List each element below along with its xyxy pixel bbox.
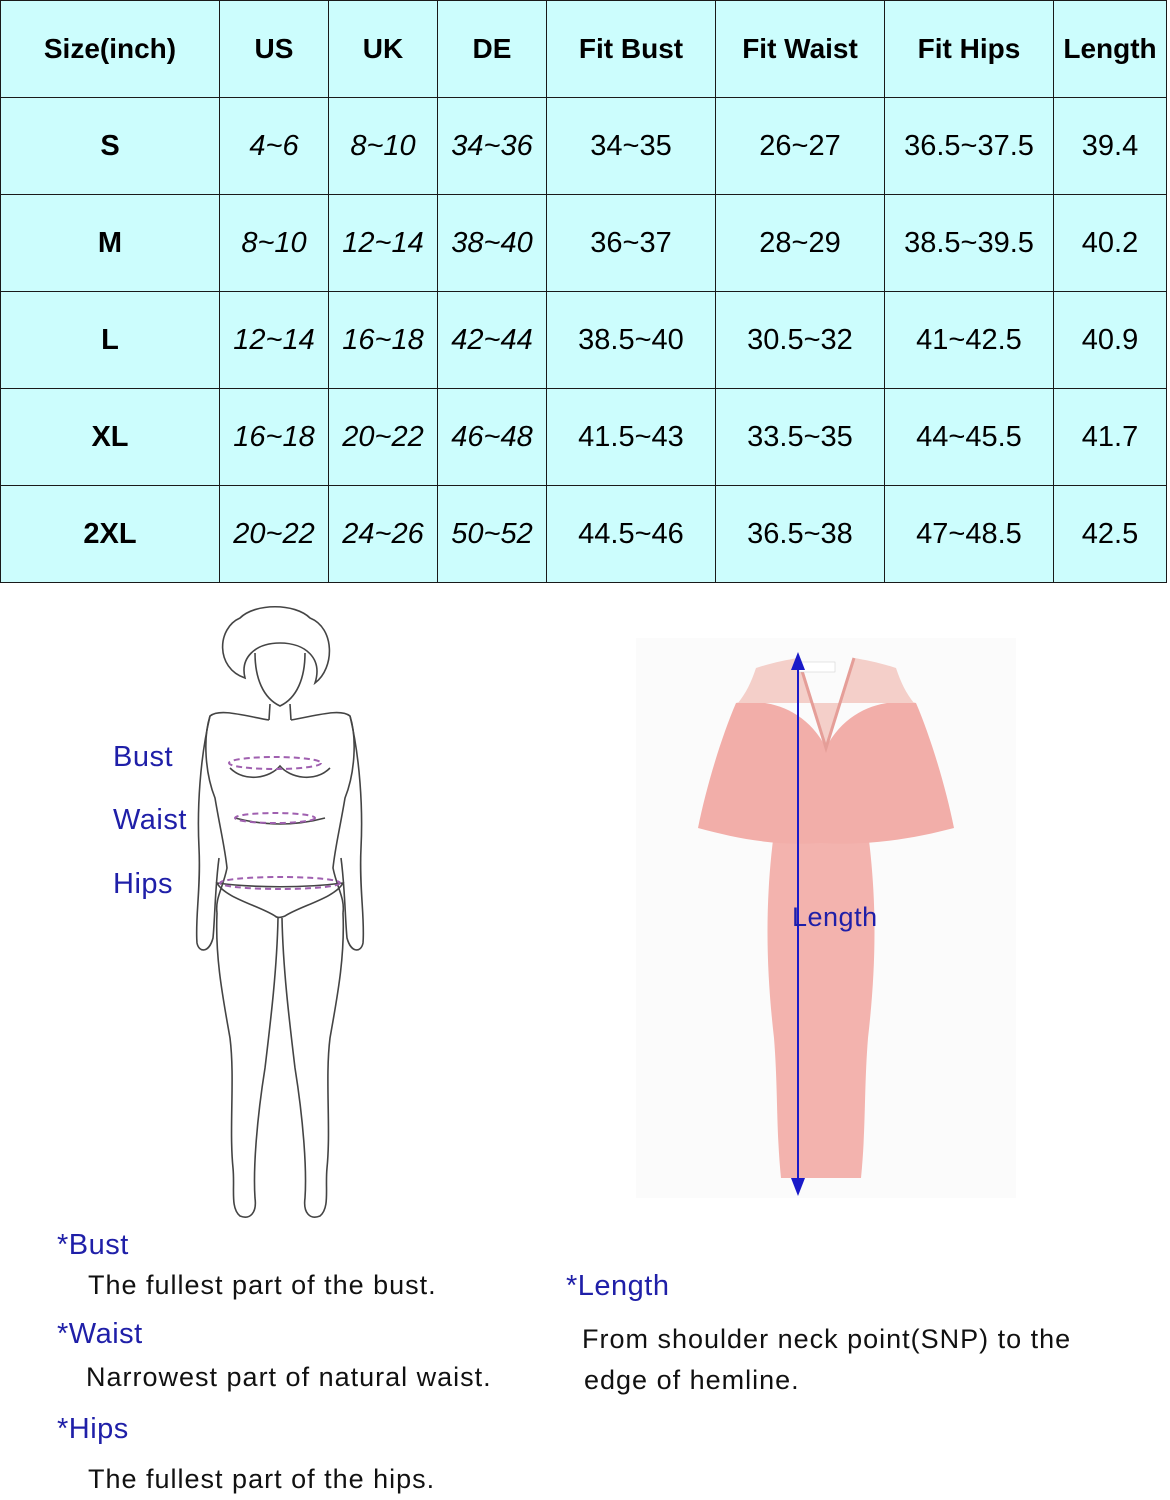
header-fit-bust: Fit Bust — [547, 1, 716, 98]
cell-fit-waist: 36.5~38 — [716, 486, 885, 583]
hips-note-text: The fullest part of the hips. — [88, 1464, 436, 1494]
length-note-text-line1: From shoulder neck point(SNP) to the — [582, 1324, 1072, 1354]
table-header-row — [1, 1, 1167, 98]
size-chart-table — [0, 0, 1167, 583]
length-label: Length — [792, 902, 878, 932]
bust-note-text: The fullest part of the bust. — [88, 1270, 437, 1300]
table-row — [1, 98, 1167, 195]
cell-de: 38~40 — [438, 195, 547, 292]
cell-us: 12~14 — [220, 292, 329, 389]
header-uk: UK — [329, 1, 438, 98]
length-note-title: *Length — [566, 1270, 670, 1302]
cell-uk: 12~14 — [329, 195, 438, 292]
header-fit-hips: Fit Hips — [885, 1, 1054, 98]
body-measurement-figure — [185, 598, 375, 1228]
cell-fit-hips: 36.5~37.5 — [885, 98, 1054, 195]
cell-size: 2XL — [1, 486, 220, 583]
cell-fit-bust: 34~35 — [547, 98, 716, 195]
cell-us: 8~10 — [220, 195, 329, 292]
waist-label: Waist — [113, 804, 187, 836]
header-size: Size(inch) — [1, 1, 220, 98]
cell-fit-bust: 44.5~46 — [547, 486, 716, 583]
cell-size: M — [1, 195, 220, 292]
cell-uk: 24~26 — [329, 486, 438, 583]
cell-size: XL — [1, 389, 220, 486]
cell-de: 50~52 — [438, 486, 547, 583]
table-row — [1, 389, 1167, 486]
cell-uk: 20~22 — [329, 389, 438, 486]
cell-fit-waist: 26~27 — [716, 98, 885, 195]
cell-de: 46~48 — [438, 389, 547, 486]
header-length: Length — [1054, 1, 1167, 98]
cell-fit-hips: 47~48.5 — [885, 486, 1054, 583]
cell-de: 34~36 — [438, 98, 547, 195]
table-row — [1, 486, 1167, 583]
cell-length: 40.9 — [1054, 292, 1167, 389]
cell-us: 20~22 — [220, 486, 329, 583]
cell-fit-bust: 41.5~43 — [547, 389, 716, 486]
hips-label: Hips — [113, 868, 174, 900]
cell-de: 42~44 — [438, 292, 547, 389]
cell-length: 39.4 — [1054, 98, 1167, 195]
bust-label: Bust — [113, 741, 174, 773]
cell-fit-bust: 38.5~40 — [547, 292, 716, 389]
cell-length: 40.2 — [1054, 195, 1167, 292]
cell-fit-waist: 33.5~35 — [716, 389, 885, 486]
cell-fit-waist: 30.5~32 — [716, 292, 885, 389]
cell-size: L — [1, 292, 220, 389]
table-row — [1, 292, 1167, 389]
hips-note-title: *Hips — [57, 1413, 129, 1445]
cell-fit-hips: 41~42.5 — [885, 292, 1054, 389]
cell-uk: 8~10 — [329, 98, 438, 195]
header-us: US — [220, 1, 329, 98]
cell-fit-hips: 38.5~39.5 — [885, 195, 1054, 292]
header-de: DE — [438, 1, 547, 98]
cell-uk: 16~18 — [329, 292, 438, 389]
cell-fit-bust: 36~37 — [547, 195, 716, 292]
cell-fit-hips: 44~45.5 — [885, 389, 1054, 486]
table-row — [1, 195, 1167, 292]
bust-note-title: *Bust — [57, 1229, 129, 1261]
waist-note-title: *Waist — [57, 1318, 143, 1350]
cell-fit-waist: 28~29 — [716, 195, 885, 292]
cell-us: 16~18 — [220, 389, 329, 486]
cell-length: 42.5 — [1054, 486, 1167, 583]
cell-us: 4~6 — [220, 98, 329, 195]
waist-note-text: Narrowest part of natural waist. — [86, 1362, 492, 1392]
length-note-text-line2: edge of hemline. — [584, 1365, 800, 1395]
cell-length: 41.7 — [1054, 389, 1167, 486]
cell-size: S — [1, 98, 220, 195]
header-fit-waist: Fit Waist — [716, 1, 885, 98]
